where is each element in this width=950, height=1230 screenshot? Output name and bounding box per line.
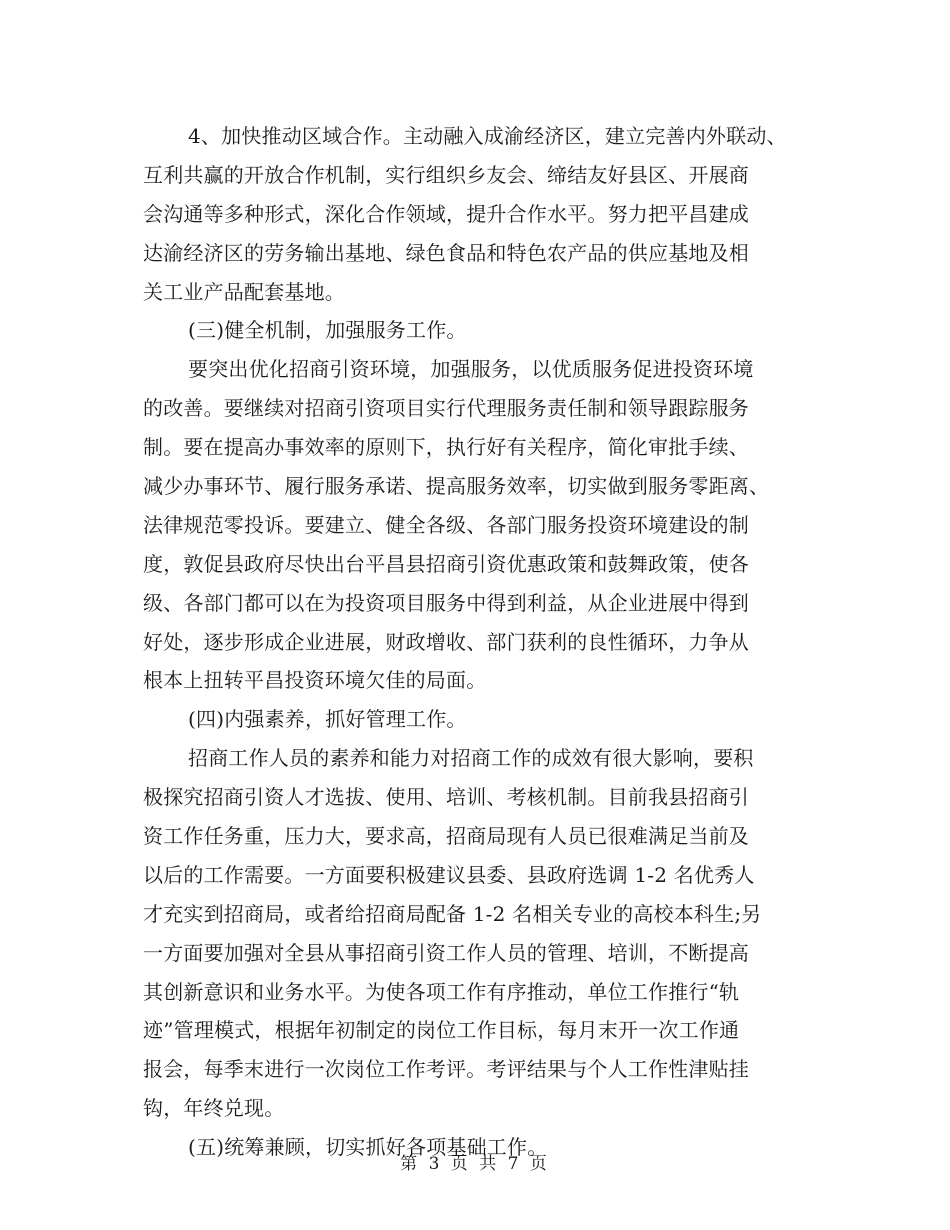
text-line: 关工业产品配套基地。: [143, 279, 345, 304]
text-line: 一方面要加强对全县从事招商引资工作人员的管理、培训，不断提高: [143, 940, 749, 965]
text-line: 极探究招商引资人才选拔、使用、培训、考核机制。目前我县招商引: [143, 785, 749, 810]
text-line: 招商工作人员的素养和能力对招商工作的成效有很大影响，要积: [188, 746, 754, 771]
text-line: 才充实到招商局，或者给招商局配备 1-2 名相关专业的高校本科生;另: [143, 901, 762, 926]
text-line: 制。要在提高办事效率的原则下，执行好有关程序，简化审批手续、: [143, 435, 749, 460]
text-line: 报会，每季末进行一次岗位工作考评。考评结果与个人工作性津贴挂: [143, 1057, 749, 1082]
text-line: 钩，年终兑现。: [143, 1096, 285, 1121]
text-line: 会沟通等多种形式，深化合作领域，提升合作水平。努力把平昌建成: [143, 201, 749, 226]
text-line: (四)内强素养，抓好管理工作。: [188, 707, 467, 732]
text-line: 级、各部门都可以在为投资项目服务中得到利益，从企业进展中得到: [143, 590, 749, 615]
text-line: 互利共赢的开放合作机制，实行组织乡友会、缔结友好县区、开展商: [143, 162, 749, 187]
text-line: 迹”管理模式，根据年初制定的岗位工作目标，每月末开一次工作通: [143, 1018, 740, 1043]
text-line: (三)健全机制，加强服务工作。: [188, 318, 467, 343]
text-line: 其创新意识和业务水平。为使各项工作有序推动，单位工作推行“轨: [143, 979, 740, 1004]
text-line: 资工作任务重，压力大，要求高，招商局现有人员已很难满足当前及: [143, 824, 749, 849]
text-line: 4、加快推动区域合作。主动融入成渝经济区，建立完善内外联动、: [188, 124, 787, 148]
text-line: 要突出优化招商引资环境，加强服务，以优质服务促进投资环境: [188, 357, 754, 382]
text-line: 好处，逐步形成企业进展，财政增收、部门获利的良性循环，力争从: [143, 629, 749, 654]
text-line: (五)统筹兼顾，切实抓好各项基础工作。: [188, 1135, 548, 1160]
text-line: 的改善。要继续对招商引资项目实行代理服务责任制和领导跟踪服务: [143, 396, 749, 421]
text-line: 减少办事环节、履行服务承诺、提高服务效率，切实做到服务零距离、: [143, 474, 770, 499]
page-footer: 第 3 页 共 7 页: [400, 1154, 550, 1174]
text-line: 法律规范零投诉。要建立、健全各级、各部门服务投资环境建设的制: [143, 512, 749, 537]
body-text: [143, 117, 823, 1167]
text-line: 以后的工作需要。一方面要积极建议县委、县政府选调 1-2 名优秀人: [143, 862, 755, 887]
text-line: 根本上扭转平昌投资环境欠佳的局面。: [143, 668, 487, 693]
text-line: 度，敦促县政府尽快出台平昌县招商引资优惠政策和鼓舞政策，使各: [143, 551, 749, 576]
text-line: 达渝经济区的劳务输出基地、绿色食品和特色农产品的供应基地及相: [143, 240, 749, 265]
